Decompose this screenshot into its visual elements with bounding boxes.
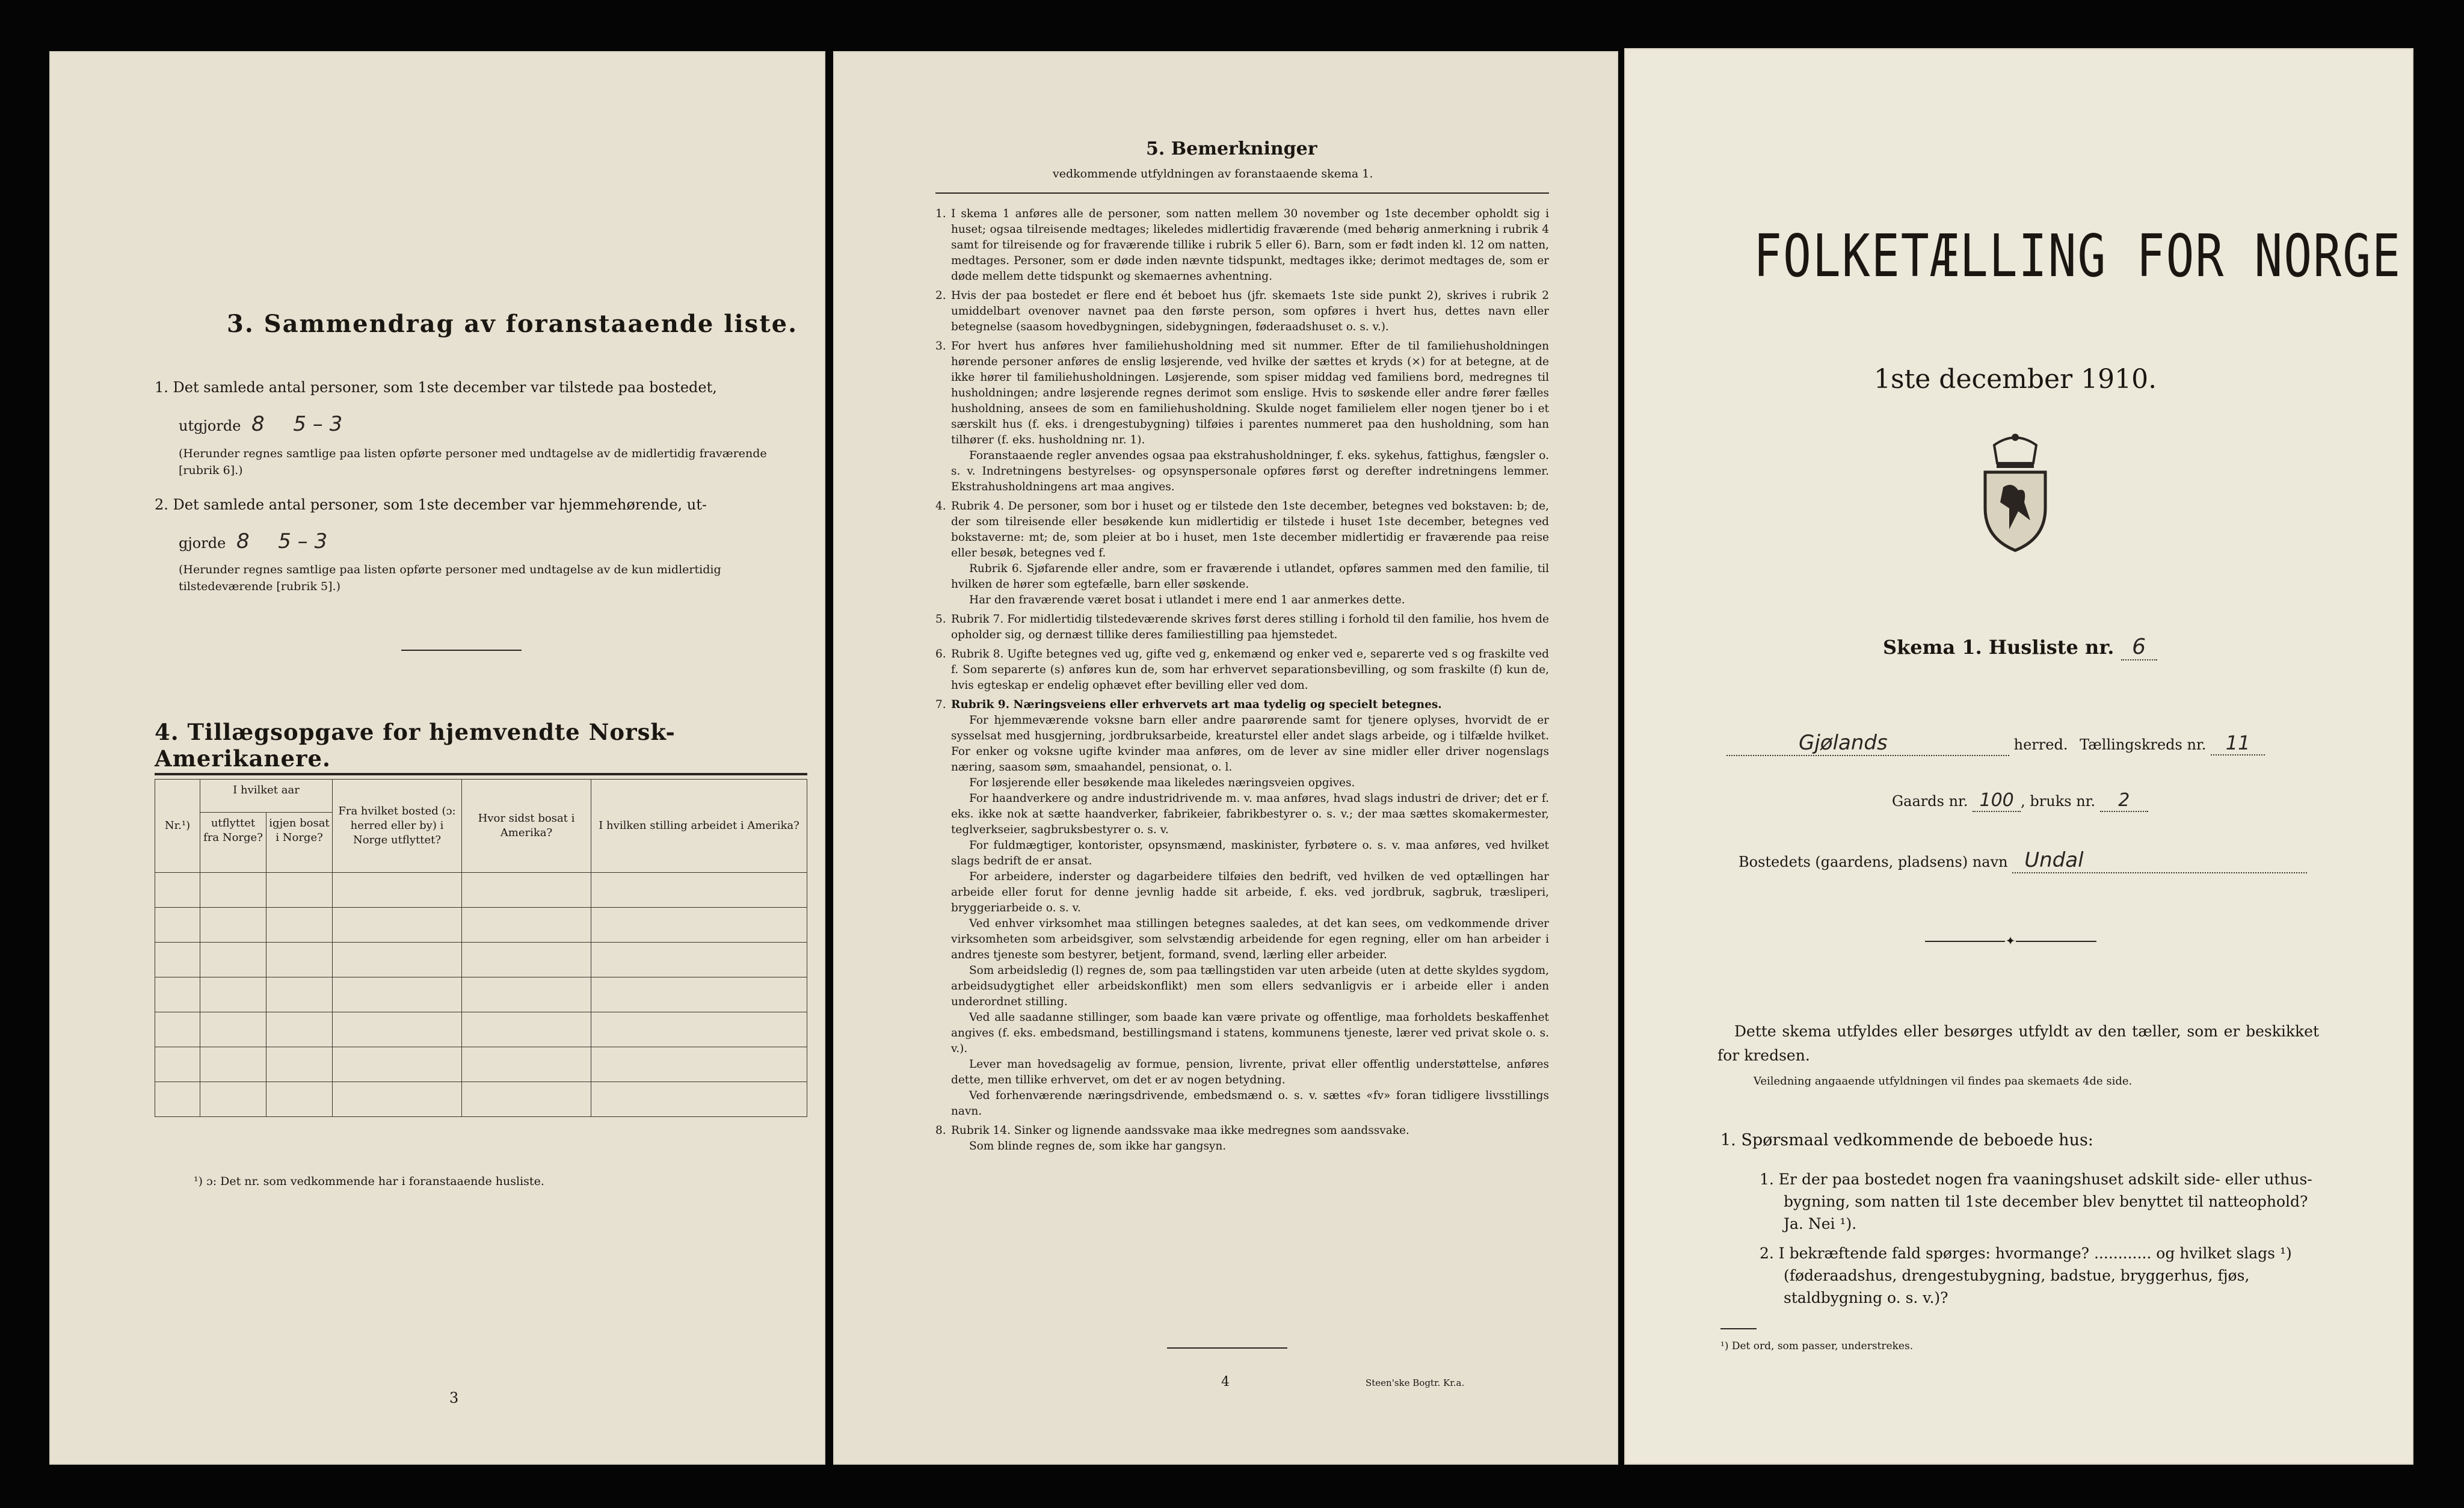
remark-5: Rubrik 7. For midlertidig tilstedeværende skrives først deres stilling i forhold til den familie, hos hvem de opholder sig, og dernæst tillike deres familiestilling paa hjemstedet. bbox=[951, 613, 1549, 641]
item2-answer bbox=[179, 529, 467, 553]
item1-handwritten-a: 8 bbox=[251, 412, 265, 436]
skema-label: Skema 1. Husliste nr. bbox=[1883, 636, 2114, 659]
bruks-label: bruks nr. bbox=[2030, 793, 2096, 810]
remark-7g: Som arbeidsledig (l) regnes de, som paa tællingstiden var uten arbeide (uten at dette skyldes sygdom, arbeidsudygtighet eller arbeidskonflikt) men som ellers sedvanligvis er i arbeide eller i anden underordnet stilling. bbox=[951, 964, 1549, 1008]
item1-answer bbox=[179, 412, 467, 436]
remark-7j: Ved forhenværende næringsdrivende, embedsmænd o. s. v. sættes «fv» foran tidligere livsstillings navn. bbox=[951, 1089, 1549, 1118]
col-fra-header: Fra hvilket bosted (ɔ: herred eller by) i Norge utflyttet? bbox=[333, 780, 462, 873]
gaards-line: Gaards nr. 100 , bruks nr. 2 bbox=[1892, 790, 2148, 812]
remark-7c: For haandverkere og andre industridrivende m. v. maa anføres, hvad slags industri de driver; det er f. eks. ikke nok at sætte haandverker, fabrikeier, fabrikbestyrer o. s. v.; der maa sættes skomakermester, teglverkseier, sagbruksbestyrer o. s. v. bbox=[951, 792, 1549, 836]
remark-8: Rubrik 14. Sinker og lignende aandssvake maa ikke medregnes som aandssvake. bbox=[951, 1124, 1409, 1137]
remark-7i: Lever man hovedsagelig av formue, pension, livrente, privat eller offentlig understøttelse, anføres dette, men tillike erhvervet, om det er av nogen betydning. bbox=[951, 1058, 1549, 1086]
remark-4: Rubrik 4. De personer, som bor i huset og er tilstede den 1ste december, betegnes ved bokstaven: b; de, der som tilreisende eller besøkende kun midlertidig er tilstede i huset 1ste december, betegnes ved bokstaverne: mt; de, som pleier at bo i huset, men 1ste december midlertidig er fraværende paa reise eller besøk, betegnes ved f. bbox=[951, 500, 1549, 559]
table-row bbox=[155, 908, 807, 943]
remarks-heading: 5. Bemerkninger bbox=[1146, 138, 1317, 159]
page-middle bbox=[833, 51, 1618, 1465]
item2-prefix: gjorde bbox=[179, 535, 226, 552]
item1-line: 1. Det samlede antal personer, som 1ste december var tilstede paa bostedet, bbox=[155, 379, 717, 396]
table-footnote: ¹) ɔ: Det nr. som vedkommende har i foranstaaende husliste. bbox=[194, 1175, 544, 1188]
section3-heading: 3. Sammendrag av foranstaaende liste. bbox=[227, 310, 798, 338]
bosted-label: Bostedets (gaardens, pladsens) navn bbox=[1739, 854, 2008, 870]
page-number: 4 bbox=[1221, 1374, 1230, 1390]
intro-note: Veiledning angaaende utfyldningen vil findes paa skemaets 4de side. bbox=[1754, 1075, 2133, 1088]
gaards-label: Gaards nr. bbox=[1892, 793, 1968, 810]
remark-7e: For arbeidere, inderster og dagarbeidere tilføies den bedrift, ved hvilken de ved optællingen har arbeide eller forut for denne jevnlig hadde sit arbeide, f. eks. ved jordbruk, sagbruk, træsliperi, bryggeriarbeide o. s. v. bbox=[951, 870, 1549, 914]
page-right-cover bbox=[1624, 48, 2413, 1465]
herred-label: herred. bbox=[2013, 736, 2068, 753]
remarks-body: 1. I skema 1 anføres alle de personer, som natten mellem 30 november og 1ste december opholdt sig i huset; ogsaa tilreisende medtages; likeledes midlertidig fraværende (med behørig anmerkning i rubrik 4 samt for tilreisende og for fraværende tillike i rubrik 5 eller 6). Barn, som er født inden kl. 12 om natten, medtages. Personer, som er døde inden nævnte tidspunkt, medtages ikke; derimot medtages de, som er døde mellem dette tidspunkt og skemaernes avhentning. 2. Hvis der paa bostedet er flere end ét beboet hus (jfr. skemaets 1ste side punkt 2), skrives i rubrik 2 umiddelbart ovenover navnet paa den første person, som opføres i hvert hus, dettes navn eller betegnelse (saasom hovedbygningen, sidebygningen, føderaadshuset o. s. v.). 3. For hvert hus anføres hver familiehusholdning med sit nummer. Efter de til familiehusholdningen hørende personer anføres de enslig løsjerende, ved hvilke der sættes et kryds (×) for at betegne, at de ikke hører til familiehusholdningen. Løsjerende, som spiser middag ved familiens bord, medregnes til husholdningen; andre løsjerende regnes derimot som enslige. Hvis to søskende eller andre fører fælles husholdning, ansees de som en familiehusholdning. Skulde noget familielem eller nogen tjener bo i et særskilt hus (f. eks. i drengestubygning) tilføies i parentes nummeret paa den husholdning, som han tilhører (f. eks. husholdning nr. 1). Foranstaaende regler anvendes ogsaa paa ekstrahusholdninger, f. eks. sykehus, fattighus, fængsler o. s. v. Indretningens bestyrelses- og opsynspersonale opføres først og derefter indretningens lemmer. Ekstrahusholdningens art maa angives. 4. Rubrik 4. De personer, som bor i huset og er tilstede den 1ste december, betegnes ved bokstaven: b; de, der som tilreisende eller besøkende kun midlertidig er tilstede i huset 1ste december, betegnes ved bokstaverne: mt; de, som pleier at bo i huset, men 1ste december midlertidig er fraværende paa reise eller besøk, betegnes ved f. Rubrik 6. Sjøfarende eller andre, som er fraværende i utlandet, opføres sammen med den familie, til hvilken de hører som egtefælle, barn eller søskende. Har den fraværende været bosat i utlandet i mere end 1 aar anmerkes dette. 5. Rubrik 7. For midlertidig tilstedeværende skrives først deres stilling i forhold til den familie, hos hvem de opholder sig, og dernæst tillike deres familiestilling paa hjemstedet. 6. Rubrik 8. Ugifte betegnes ved ug, gifte ved g, enkemænd og enker ved e, separerte ved s og fraskilte ved f. Som separerte (s) anføres kun de, som har erhvervet separationsbevilling, og som fraskilte (f) kun de, hvis egteskap er endelig ophævet efter bevilling eller ved dom. 7. Rubrik 9. Næringsveiens eller erhvervets art maa tydelig og specielt betegnes. For hjemmeværende voksne barn eller andre paarørende samt for tjenere oplyses, hvorvidt de er sysselsat med husgjerning, jordbruksarbeide, kreaturstel eller andet slags arbeide, og i tilfælde hvilket. For enker og voksne ugifte kvinder maa anføres, om de lever av sine midler eller driver nogenslags næring, saasom søm, smaahandel, pensionat, o. l. For løsjerende eller besøkende maa likeledes næringsveien opgives. For haandverkere og andre industridrivende m. v. maa anføres, hvad slags industri de driver; det er f. eks. ikke nok at sætte haandverker, fabrikeier, fabrikbestyrer o. s. v.; der maa sættes skomakermester, teglverkseier, sagbruksbestyrer o. s. v. For fuldmægtiger, kontorister, opsynsmænd, maskinister, fyrbøtere o. s. v. maa anføres, ved hvilket slags bedrift de er ansat. For arbeidere, inderster og dagarbeidere tilføies den bedrift, ved hvilken de ved optællingen har arbeide eller forut for denne jevnlig hadde sit arbeide, f. eks. ved jordbruk, sagbruk, træsliperi, bryggeriarbeide o. s. v. Ved enhver virksomhet maa stillingen betegnes saaledes, at det kan sees, om vedkommende driver virksomheten som arbeidsgiver, som selvstændig arbeidende for egen regning, eller om han arbeider i andres tjeneste som bestyrer, betjent, formand, svend, lærling eller arbeider. Som arbeidsledig (l) regnes de, som paa tællingstiden var uten arbeide (uten at dette skyldes sygdom, arbeidsudygtighet eller arbeidskonflikt) men som ellers sedvanligvis er i arbeide eller i anden underordnet stilling. Ved alle saadanne stillinger, som baade kan være private og offentlige, maa forholdets beskaffenhet angives (f. eks. embedsmand, bestillingsmand i statens, kommunens tjeneste, lærer ved privat skole o. s. v.). Lever man hovedsagelig av formue, pension, livrente, privat eller offentlig understøttelse, anføres dette, men tillike erhvervet, om det er av nogen betydning. Ved forhenværende næringsdrivende, embedsmænd o. s. v. sættes «fv» foran tidligere livsstillings navn. 8. Rubrik 14. Sinker og lignende aandssvake maa ikke medregnes som aandssvake. Som blinde regnes de, som ikke har gangsyn. bbox=[935, 208, 1549, 1153]
census-date: 1ste december 1910. bbox=[1874, 364, 2157, 395]
bosted-line bbox=[1739, 848, 2307, 873]
kreds-label: Tællingskreds nr. bbox=[2080, 736, 2207, 753]
coat-of-arms-icon bbox=[1976, 430, 2054, 553]
printer-imprint: Steen'ske Bogtr. Kr.a. bbox=[1366, 1377, 1465, 1388]
remarks-subheading: vedkommende utfyldningen av foranstaaende skema 1. bbox=[1053, 167, 1373, 180]
col-group-header: I hvilket aar bbox=[200, 780, 333, 813]
item2-note: (Herunder regnes samtlige paa listen opførte personer med undtagelse av de kun midlertidig tilstedeværende [rubrik 5].) bbox=[179, 563, 721, 593]
table-row bbox=[155, 977, 807, 1012]
questions-heading bbox=[1720, 1131, 2093, 1149]
footnote-rule bbox=[1720, 1328, 1757, 1329]
col-nr-header: Nr.¹) bbox=[155, 780, 200, 873]
bruks-value: 2 bbox=[2100, 790, 2148, 812]
section4-heading: 4. Tillægsopgave for hjemvendte Norsk-Amerikanere. bbox=[155, 719, 676, 772]
page-number: 3 bbox=[449, 1390, 459, 1406]
question-2: 2. I bekræftende fald spørges: hvormange? ............ og hvilket slags ¹) (føderaadshus, drengestubygning, badstue, bryggerhus, fjøs, staldbygning o. s. v.)? bbox=[1760, 1245, 2292, 1306]
col-stilling-header: I hvilken stilling arbeidet i Amerika? bbox=[591, 780, 807, 873]
item1-prefix: utgjorde bbox=[179, 417, 241, 434]
table-row bbox=[155, 1012, 807, 1047]
item1-note: (Herunder regnes samtlige paa listen opførte personer med undtagelse av de midlertidig fraværende [rubrik 6].) bbox=[179, 447, 767, 477]
table-row bbox=[155, 943, 807, 977]
census-title: FOLKETÆLLING FOR NORGE bbox=[1754, 223, 2402, 291]
col-bosat-header: igjen bosat i Norge? bbox=[266, 813, 333, 873]
heading-rule bbox=[935, 192, 1549, 194]
remark-6: Rubrik 8. Ugifte betegnes ved ug, gifte ved g, enkemænd og enker ved e, separerte ved s og fraskilte ved f. Som separerte (s) anføres kun de, som har erhvervet separationsbevilling, og som fraskilte (f) kun de, hvis egteskap er endelig ophævet efter bevilling eller ved dom. bbox=[951, 648, 1549, 692]
remark-7a: For hjemmeværende voksne barn eller andre paarørende samt for tjenere oplyses, hvorvidt de er sysselsat med husgjerning, jordbruksarbeide, kreaturstel eller andet slags arbeide, og i tilfælde hvilket. For enker og voksne ugifte kvinder maa anføres, om de lever av sine midler eller driver nogenslags næring, saasom søm, smaahandel, pensionat, o. l. bbox=[951, 714, 1549, 774]
item2-line: 2. Det samlede antal personer, som 1ste december var hjemmehørende, ut- bbox=[155, 496, 707, 513]
remark-7h: Ved alle saadanne stillinger, som baade kan være private og offentlige, maa forholdets beskaffenhet angives (f. eks. embedsmand, bestillingsmand i statens, kommunens tjeneste, lærer ved privat skole o. s. v.). bbox=[951, 1011, 1549, 1055]
remark-7: Rubrik 9. Næringsveiens eller erhvervets art maa tydelig og specielt betegnes. bbox=[951, 698, 1442, 711]
divider bbox=[401, 650, 522, 651]
remark-7b: For løsjerende eller besøkende maa likeledes næringsveien opgives. bbox=[969, 777, 1355, 789]
remark-3b: Foranstaaende regler anvendes ogsaa paa ekstrahusholdninger, f. eks. sykehus, fattighus, fængsler o. s. v. Indretningens bestyrelses- og opsynspersonale opføres først og derefter indretningens lemmer. Ekstrahusholdningens art maa angives. bbox=[951, 449, 1549, 493]
bosted-value: Undal bbox=[2012, 848, 2307, 873]
norsk-amerikanere-table bbox=[155, 779, 807, 1117]
ornament-divider: ✦ bbox=[1925, 935, 2096, 947]
item2-handwritten-b: 5 – 3 bbox=[278, 529, 328, 553]
questions-heading-text: 1. Spørsmaal vedkommende de beboede hus: bbox=[1720, 1131, 2093, 1149]
intro-text: Dette skema utfyldes eller besørges utfyldt av den tæller, som er beskikket for kredsen. bbox=[1717, 1023, 2319, 1064]
remark-1: I skema 1 anføres alle de personer, som natten mellem 30 november og 1ste december opholdt sig i huset; ogsaa tilreisende medtages; likeledes midlertidig fraværende (med behørig anmerkning i rubrik 4 samt for tilreisende og for fraværende tillike i rubrik 5 eller 6). Barn, som er født inden kl. 12 om natten, medtages. Personer, som er døde inden nævnte tidspunkt, medtages ikke; derimot medtages de, som er døde mellem dette tidspunkt og skemaernes avhentning. bbox=[951, 208, 1549, 283]
remark-2: Hvis der paa bostedet er flere end ét beboet hus (jfr. skemaets 1ste side punkt 2), skrives i rubrik 2 umiddelbart ovenover navnet paa den første person, som opføres i hvert hus, dettes navn eller betegnelse (saasom hovedbygningen, sidebygningen, føderaadshuset o. s. v.). bbox=[951, 289, 1549, 333]
remark-3: For hvert hus anføres hver familiehusholdning med sit nummer. Efter de til familiehusholdningen hørende personer anføres de enslig løsjerende, ved hvilke der sættes et kryds (×) for at betegne, at de ikke hører til familiehusholdningen. Løsjerende, som spiser middag ved familiens bord, medregnes til husholdningen; andre løsjerende regnes derimot som enslige. Hvis to søskende eller andre fører fælles husholdning, ansees de som en familiehusholdning. Skulde noget familielem eller nogen tjener bo i et særskilt hus (f. eks. i drengestubygning) tilføies i parentes nummeret paa den husholdning, som han tilhører (f. eks. husholdning nr. 1). bbox=[951, 340, 1549, 446]
bottom-rule bbox=[1167, 1347, 1287, 1349]
page3-footnote: ¹) Det ord, som passer, understrekes. bbox=[1720, 1340, 1914, 1352]
item1-handwritten-b: 5 – 3 bbox=[293, 412, 343, 436]
table-row bbox=[155, 1082, 807, 1117]
skema-line bbox=[1883, 635, 2157, 660]
question-1: 1. Er der paa bostedet nogen fra vaaningshuset adskilt side- eller uthus-bygning, som natten til 1ste december blev benyttet til natteophold? Ja. Nei ¹). bbox=[1760, 1171, 2312, 1233]
herred-value: Gjølands bbox=[1726, 731, 2009, 756]
remark-4b: Rubrik 6. Sjøfarende eller andre, som er fraværende i utlandet, opføres sammen med den familie, til hvilken de hører som egtefælle, barn eller søskende. bbox=[951, 562, 1549, 591]
table-row bbox=[155, 1047, 807, 1082]
kreds-value: 11 bbox=[2211, 731, 2265, 756]
col-utflyttet-header: utflyttet fra Norge? bbox=[200, 813, 266, 873]
remark-4c: Har den fraværende været bosat i utlandet i mere end 1 aar anmerkes dette. bbox=[969, 594, 1405, 606]
item2-handwritten-a: 8 bbox=[236, 529, 250, 553]
remark-8b: Som blinde regnes de, som ikke har gangsyn. bbox=[969, 1140, 1227, 1153]
table-top-rule bbox=[155, 773, 807, 775]
page-left bbox=[49, 51, 825, 1465]
gaards-value: 100 bbox=[1973, 790, 2021, 812]
remark-7f: Ved enhver virksomhet maa stillingen betegnes saaledes, at det kan sees, om vedkommende driver virksomheten som arbeidsgiver, som selvstændig arbeidende for egen regning, eller om han arbeider i andres tjeneste som bestyrer, betjent, formand, svend, lærling eller arbeider. bbox=[951, 917, 1549, 961]
herred-line bbox=[1726, 731, 2388, 756]
col-hvor-header: Hvor sidst bosat i Amerika? bbox=[462, 780, 591, 873]
table-row bbox=[155, 873, 807, 908]
remark-7d: For fuldmægtiger, kontorister, opsynsmænd, maskinister, fyrbøtere o. s. v. maa anføres, ved hvilket slags bedrift de er ansat. bbox=[951, 839, 1549, 867]
husliste-number: 6 bbox=[2121, 635, 2157, 660]
